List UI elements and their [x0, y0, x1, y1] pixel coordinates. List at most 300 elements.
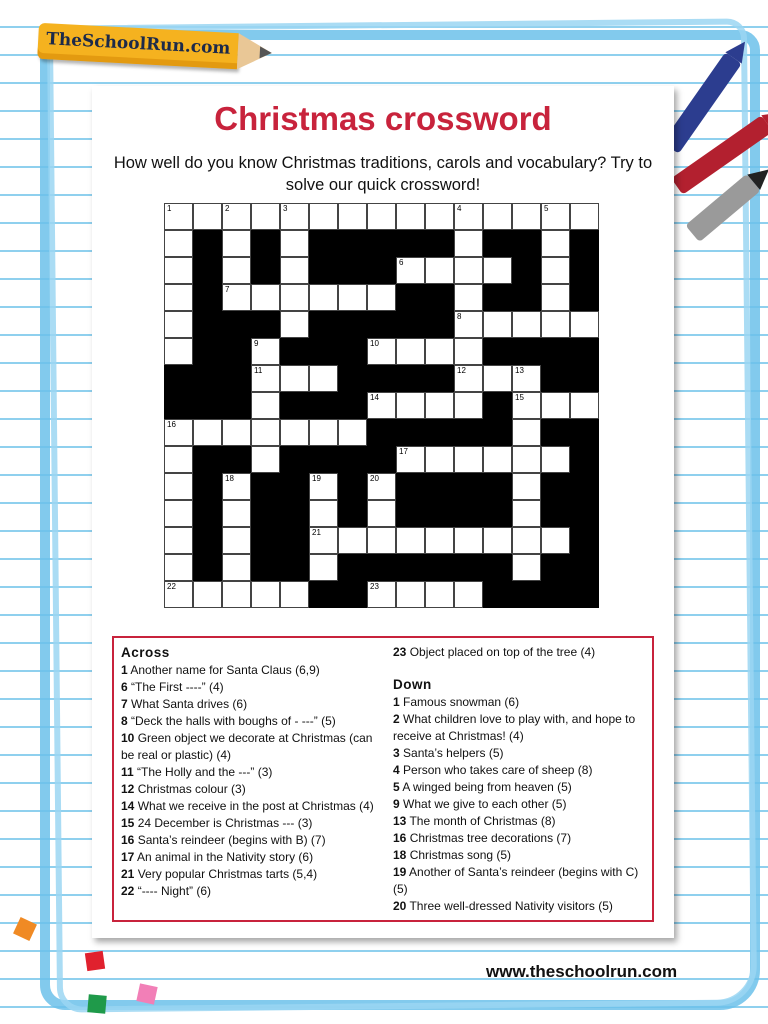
- grid-cell[interactable]: [425, 446, 454, 473]
- grid-block: [483, 338, 512, 365]
- grid-block: [396, 500, 425, 527]
- grid-cell[interactable]: [367, 500, 396, 527]
- grid-cell[interactable]: [454, 311, 483, 338]
- grid-cell[interactable]: [396, 203, 425, 230]
- grid-cell[interactable]: [512, 500, 541, 527]
- grid-cell[interactable]: [309, 203, 338, 230]
- grid-cell[interactable]: [396, 392, 425, 419]
- grid-cell[interactable]: [454, 392, 483, 419]
- down-clue: [393, 830, 655, 847]
- grid-cell[interactable]: [251, 203, 280, 230]
- grid-cell[interactable]: [193, 581, 222, 608]
- clue-number: 5: [544, 204, 549, 213]
- clue-num: 3: [393, 746, 400, 760]
- grid-cell[interactable]: [280, 365, 309, 392]
- page-title: Christmas crossword: [214, 100, 552, 137]
- grid-cell[interactable]: [193, 203, 222, 230]
- grid-block: [454, 473, 483, 500]
- grid-cell[interactable]: [541, 257, 570, 284]
- grid-cell[interactable]: [512, 554, 541, 581]
- grid-block: [338, 257, 367, 284]
- grid-block: [309, 392, 338, 419]
- clue-number: 8: [457, 312, 462, 321]
- grid-cell[interactable]: [222, 230, 251, 257]
- grid-block: [541, 500, 570, 527]
- clue-text: “The Holly and the ---” (3): [133, 765, 273, 779]
- grid-cell[interactable]: [367, 473, 396, 500]
- clue-num: 5: [393, 780, 400, 794]
- grid-cell[interactable]: [222, 203, 251, 230]
- grid-block: [396, 419, 425, 446]
- grid-cell[interactable]: [222, 500, 251, 527]
- clue-num: 7: [121, 697, 128, 711]
- grid-cell[interactable]: [541, 230, 570, 257]
- clue-number: 7: [225, 285, 230, 294]
- grid-cell[interactable]: [425, 527, 454, 554]
- grid-cell[interactable]: [309, 500, 338, 527]
- grid-cell[interactable]: [251, 581, 280, 608]
- grid-cell[interactable]: [483, 203, 512, 230]
- grid-block: [193, 500, 222, 527]
- grid-block: [338, 500, 367, 527]
- grid-cell[interactable]: [251, 338, 280, 365]
- clue-text: Green object we decorate at Christmas (can be real or plastic) (4): [121, 731, 373, 762]
- clue-num: 12: [121, 782, 135, 796]
- clue-text: Another name for Santa Claus (6,9): [127, 663, 320, 677]
- grid-block: [193, 473, 222, 500]
- across-clue: [121, 662, 377, 679]
- grid-cell[interactable]: [222, 257, 251, 284]
- logo-text: TheSchoolRun.com: [45, 29, 231, 59]
- grid-cell[interactable]: [222, 527, 251, 554]
- grid-cell[interactable]: [541, 527, 570, 554]
- grid-block: [396, 230, 425, 257]
- grid-cell[interactable]: [164, 338, 193, 365]
- clue-num: 10: [121, 731, 135, 745]
- grid-cell[interactable]: [222, 554, 251, 581]
- clue-text: Very popular Christmas tarts (5,4): [134, 867, 318, 881]
- grid-block: [164, 392, 193, 419]
- grid-cell[interactable]: [396, 338, 425, 365]
- grid-cell[interactable]: [164, 203, 193, 230]
- grid-block: [570, 581, 599, 608]
- across-clue: [121, 832, 377, 849]
- grid-block: [541, 338, 570, 365]
- grid-cell[interactable]: [512, 473, 541, 500]
- grid-cell[interactable]: [338, 527, 367, 554]
- grid-block: [251, 554, 280, 581]
- grid-cell[interactable]: [570, 392, 599, 419]
- grid-block: [367, 446, 396, 473]
- grid-block: [309, 257, 338, 284]
- clues-box: [112, 636, 654, 922]
- grid-block: [367, 554, 396, 581]
- grid-cell[interactable]: [425, 338, 454, 365]
- grid-block: [280, 392, 309, 419]
- clue-number: 15: [515, 393, 524, 402]
- clue-number: 22: [167, 582, 176, 591]
- clue-number: 16: [167, 420, 176, 429]
- grid-block: [222, 365, 251, 392]
- grid-cell[interactable]: [222, 581, 251, 608]
- clue-text: Christmas colour (3): [134, 782, 246, 796]
- grid-block: [251, 500, 280, 527]
- across-clue: [121, 679, 377, 696]
- across-clue: [121, 781, 377, 798]
- clue-text: An animal in the Nativity story (6): [134, 850, 314, 864]
- grid-block: [570, 554, 599, 581]
- grid-block: [541, 473, 570, 500]
- clue-num: 22: [121, 884, 135, 898]
- clue-text: “The First ----” (4): [127, 680, 224, 694]
- grid-cell[interactable]: [512, 527, 541, 554]
- grid-block: [396, 284, 425, 311]
- grid-cell[interactable]: [541, 392, 570, 419]
- down-clue: [393, 898, 655, 915]
- across-clue: [121, 764, 377, 781]
- grid-block: [425, 473, 454, 500]
- grid-block: [193, 554, 222, 581]
- grid-block: [570, 473, 599, 500]
- across-clue: [121, 730, 377, 764]
- down-clue: [393, 711, 655, 745]
- grid-cell[interactable]: [396, 581, 425, 608]
- down-clue: [393, 864, 655, 898]
- grid-cell[interactable]: [309, 554, 338, 581]
- grid-cell[interactable]: [454, 230, 483, 257]
- grid-cell[interactable]: [338, 419, 367, 446]
- clue-text: 24 December is Christmas --- (3): [134, 816, 313, 830]
- grid-block: [193, 392, 222, 419]
- grid-cell[interactable]: [251, 284, 280, 311]
- grid-cell[interactable]: [396, 446, 425, 473]
- down-clue: [393, 796, 655, 813]
- down-clue: [393, 745, 655, 762]
- clue-num: 1: [121, 663, 128, 677]
- grid-cell[interactable]: [338, 203, 367, 230]
- grid-cell[interactable]: [164, 257, 193, 284]
- clue-num: 16: [393, 831, 407, 845]
- grid-block: [512, 338, 541, 365]
- grid-cell[interactable]: [164, 554, 193, 581]
- grid-cell[interactable]: [280, 311, 309, 338]
- clue-number: 2: [225, 204, 230, 213]
- grid-cell[interactable]: [251, 419, 280, 446]
- clue-text: What we receive in the post at Christmas (4): [134, 799, 374, 813]
- grid-cell[interactable]: [164, 419, 193, 446]
- intro-text: How well do you know Christmas traditions, carols and vocabulary? Try to solve our quick crossword!: [113, 154, 653, 194]
- grid-cell[interactable]: [338, 284, 367, 311]
- grid-cell[interactable]: [512, 419, 541, 446]
- grid-block: [570, 365, 599, 392]
- grid-block: [309, 338, 338, 365]
- across-clue: [393, 644, 655, 661]
- clue-num: 1: [393, 695, 400, 709]
- grid-block: [280, 554, 309, 581]
- grid-block: [193, 365, 222, 392]
- grid-block: [512, 284, 541, 311]
- grid-block: [425, 284, 454, 311]
- grid-cell[interactable]: [570, 203, 599, 230]
- grid-block: [483, 392, 512, 419]
- clue-num: 16: [121, 833, 135, 847]
- grid-block: [338, 473, 367, 500]
- clue-number: 23: [370, 582, 379, 591]
- down-clue: [393, 762, 655, 779]
- grid-cell[interactable]: [222, 473, 251, 500]
- grid-cell[interactable]: [222, 419, 251, 446]
- across-clue: [121, 883, 377, 900]
- grid-cell[interactable]: [164, 311, 193, 338]
- grid-cell[interactable]: [454, 527, 483, 554]
- grid-block: [483, 284, 512, 311]
- clue-text: Person who takes care of sheep (8): [399, 763, 593, 777]
- grid-cell[interactable]: [512, 392, 541, 419]
- grid-block: [193, 257, 222, 284]
- clue-number: 4: [457, 204, 462, 213]
- grid-block: [541, 365, 570, 392]
- grid-cell[interactable]: [541, 446, 570, 473]
- grid-block: [483, 500, 512, 527]
- grid-cell[interactable]: [193, 419, 222, 446]
- grid-cell[interactable]: [164, 230, 193, 257]
- grid-cell[interactable]: [164, 527, 193, 554]
- grid-cell[interactable]: [512, 446, 541, 473]
- grid-block: [425, 365, 454, 392]
- clue-text: The month of Christmas (8): [406, 814, 556, 828]
- clue-number: 14: [370, 393, 379, 402]
- grid-block: [570, 338, 599, 365]
- clue-text: Santa’s helpers (5): [399, 746, 504, 760]
- green-confetti: [87, 994, 107, 1014]
- grid-cell[interactable]: [280, 419, 309, 446]
- grid-block: [338, 446, 367, 473]
- grid-cell[interactable]: [367, 527, 396, 554]
- grid-cell[interactable]: [425, 203, 454, 230]
- grid-cell[interactable]: [367, 392, 396, 419]
- grid-block: [251, 257, 280, 284]
- across-clue-overflow: [393, 644, 655, 661]
- grid-cell[interactable]: [280, 581, 309, 608]
- grid-cell[interactable]: [483, 446, 512, 473]
- grid-cell[interactable]: [222, 284, 251, 311]
- clues-column-left: [121, 644, 377, 900]
- grid-cell[interactable]: [512, 203, 541, 230]
- grid-block: [367, 257, 396, 284]
- across-clue: [121, 713, 377, 730]
- grid-cell[interactable]: [280, 257, 309, 284]
- grid-block: [396, 554, 425, 581]
- clue-number: 10: [370, 339, 379, 348]
- grid-cell[interactable]: [483, 257, 512, 284]
- grid-block: [483, 230, 512, 257]
- clue-number: 20: [370, 474, 379, 483]
- across-heading: Across: [121, 645, 170, 660]
- grid-block: [193, 338, 222, 365]
- grid-block: [193, 230, 222, 257]
- grid-block: [338, 392, 367, 419]
- grid-cell[interactable]: [512, 311, 541, 338]
- grid-cell[interactable]: [454, 365, 483, 392]
- grid-block: [367, 311, 396, 338]
- grid-block: [251, 230, 280, 257]
- grid-block: [251, 311, 280, 338]
- grid-cell[interactable]: [280, 284, 309, 311]
- across-clue: [121, 815, 377, 832]
- grid-block: [512, 257, 541, 284]
- pink-confetti: [136, 983, 157, 1004]
- grid-block: [454, 500, 483, 527]
- clue-number: 12: [457, 366, 466, 375]
- worksheet-paper: [92, 86, 674, 938]
- grid-cell[interactable]: [309, 284, 338, 311]
- grid-block: [570, 500, 599, 527]
- grid-cell[interactable]: [454, 284, 483, 311]
- grid-block: [396, 473, 425, 500]
- grid-cell[interactable]: [309, 527, 338, 554]
- clue-text: Santa’s reindeer (begins with B) (7): [134, 833, 326, 847]
- grid-block: [425, 500, 454, 527]
- grid-cell[interactable]: [512, 365, 541, 392]
- grid-cell[interactable]: [454, 446, 483, 473]
- clue-number: 18: [225, 474, 234, 483]
- grid-cell[interactable]: [570, 311, 599, 338]
- across-clue: [121, 866, 377, 883]
- grid-block: [309, 311, 338, 338]
- grid-block: [570, 257, 599, 284]
- grid-cell[interactable]: [541, 311, 570, 338]
- across-clue: [121, 696, 377, 713]
- grid-cell[interactable]: [251, 446, 280, 473]
- grid-block: [280, 446, 309, 473]
- grid-block: [570, 230, 599, 257]
- grid-cell[interactable]: [367, 338, 396, 365]
- clue-num: 17: [121, 850, 135, 864]
- grid-block: [309, 581, 338, 608]
- grid-cell[interactable]: [541, 203, 570, 230]
- clue-number: 13: [515, 366, 524, 375]
- clues-column-right: [393, 644, 655, 915]
- clue-text: A winged being from heaven (5): [399, 780, 572, 794]
- grid-block: [570, 527, 599, 554]
- grid-block: [222, 392, 251, 419]
- grid-cell[interactable]: [309, 365, 338, 392]
- grid-cell[interactable]: [367, 203, 396, 230]
- grid-block: [338, 311, 367, 338]
- grid-block: [338, 230, 367, 257]
- grid-block: [425, 554, 454, 581]
- grid-cell[interactable]: [164, 581, 193, 608]
- clue-num: 4: [393, 763, 400, 777]
- grid-block: [541, 581, 570, 608]
- grid-block: [483, 581, 512, 608]
- grid-cell[interactable]: [454, 581, 483, 608]
- clue-number: 21: [312, 528, 321, 537]
- clue-num: 18: [393, 848, 407, 862]
- grid-cell[interactable]: [164, 473, 193, 500]
- clue-num: 8: [121, 714, 128, 728]
- grid-block: [396, 365, 425, 392]
- grid-block: [280, 473, 309, 500]
- grid-block: [512, 230, 541, 257]
- grid-block: [338, 581, 367, 608]
- footer-url[interactable]: www.theschoolrun.com: [486, 962, 678, 981]
- grid-block: [251, 473, 280, 500]
- grid-cell[interactable]: [541, 284, 570, 311]
- grid-block: [512, 581, 541, 608]
- clue-num: 14: [121, 799, 135, 813]
- grid-block: [483, 419, 512, 446]
- grid-cell[interactable]: [396, 257, 425, 284]
- clue-number: 6: [399, 258, 404, 267]
- grid-block: [193, 527, 222, 554]
- clue-num: 13: [393, 814, 407, 828]
- grid-cell[interactable]: [164, 500, 193, 527]
- grid-cell[interactable]: [367, 581, 396, 608]
- clue-num: 23: [393, 645, 407, 659]
- across-clue-list: [121, 662, 377, 900]
- grid-block: [396, 311, 425, 338]
- grid-cell[interactable]: [280, 230, 309, 257]
- down-clue: [393, 813, 655, 830]
- clue-text: “---- Night” (6): [134, 884, 212, 898]
- grid-cell[interactable]: [425, 581, 454, 608]
- grid-cell[interactable]: [164, 446, 193, 473]
- grid-cell[interactable]: [251, 365, 280, 392]
- grid-block: [454, 419, 483, 446]
- grid-cell[interactable]: [454, 203, 483, 230]
- clue-text: Object placed on top of the tree (4): [406, 645, 596, 659]
- grid-cell[interactable]: [164, 284, 193, 311]
- clue-text: Christmas song (5): [406, 848, 512, 862]
- down-clue: [393, 779, 655, 796]
- grid-cell[interactable]: [483, 527, 512, 554]
- grid-cell[interactable]: [280, 203, 309, 230]
- orange-confetti: [13, 917, 37, 941]
- grid-cell[interactable]: [483, 365, 512, 392]
- grid-block: [570, 284, 599, 311]
- grid-cell[interactable]: [483, 311, 512, 338]
- grid-block: [425, 419, 454, 446]
- clue-text: What Santa drives (6): [127, 697, 248, 711]
- grid-block: [541, 554, 570, 581]
- grid-cell[interactable]: [425, 392, 454, 419]
- grid-cell[interactable]: [309, 419, 338, 446]
- grid-cell[interactable]: [309, 473, 338, 500]
- clue-num: 6: [121, 680, 128, 694]
- grid-block: [338, 365, 367, 392]
- clue-text: What we give to each other (5): [399, 797, 567, 811]
- grid-cell[interactable]: [251, 392, 280, 419]
- grid-block: [251, 527, 280, 554]
- grid-block: [280, 500, 309, 527]
- clue-number: 3: [283, 204, 288, 213]
- grid-block: [338, 554, 367, 581]
- clue-text: “Deck the halls with boughs of - ---” (5): [127, 714, 336, 728]
- clue-text: Three well-dressed Nativity visitors (5): [406, 899, 613, 913]
- grid-cell[interactable]: [396, 527, 425, 554]
- grid-cell[interactable]: [367, 284, 396, 311]
- grid-block: [222, 446, 251, 473]
- grid-cell[interactable]: [454, 257, 483, 284]
- grid-block: [367, 230, 396, 257]
- grid-cell[interactable]: [454, 338, 483, 365]
- grid-block: [222, 338, 251, 365]
- grid-block: [280, 527, 309, 554]
- clue-text: Christmas tree decorations (7): [406, 831, 572, 845]
- clue-number: 1: [167, 204, 172, 213]
- grid-cell[interactable]: [425, 257, 454, 284]
